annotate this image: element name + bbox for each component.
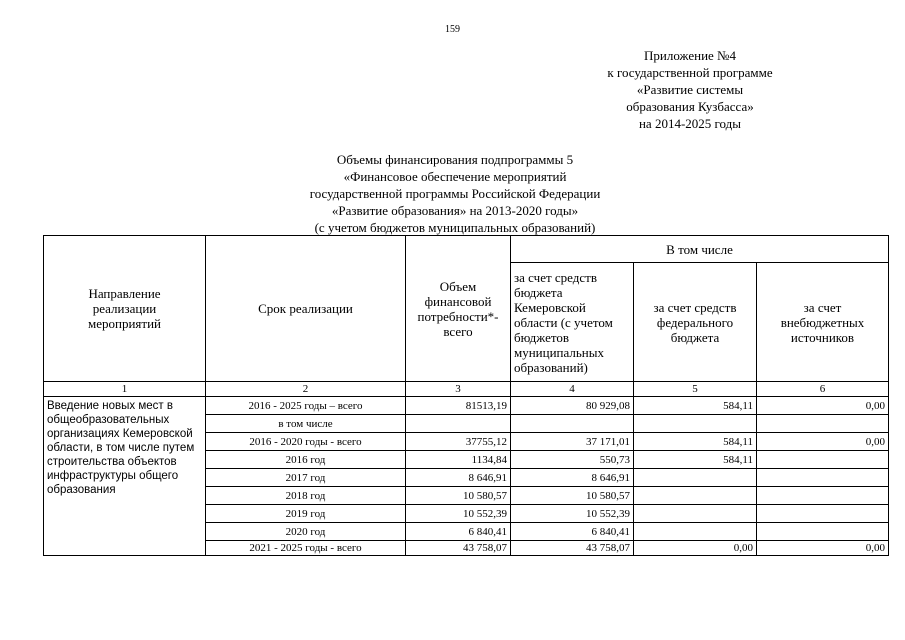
period-cell: 2016 - 2020 годы - всего (206, 433, 406, 451)
extra-cell (757, 487, 889, 505)
appendix-line: Приложение №4 (644, 48, 736, 63)
extra-cell (757, 523, 889, 541)
column-number: 3 (406, 382, 511, 397)
regional-cell (511, 415, 634, 433)
header-extra: за счет внебюджетных источников (757, 263, 889, 382)
title-line: «Развитие образования» на 2013-2020 годы» (331, 203, 579, 218)
total-cell: 6 840,41 (406, 523, 511, 541)
federal-cell (634, 505, 757, 523)
header-total: Объем финансовой потребности*-всего (406, 236, 511, 382)
title-line: «Финансовое обеспечение мероприятий (343, 169, 567, 184)
period-cell: 2016 - 2025 годы – всего (206, 397, 406, 415)
total-cell: 1134,84 (406, 451, 511, 469)
period-cell: 2018 год (206, 487, 406, 505)
federal-cell (634, 415, 757, 433)
financing-table (43, 235, 889, 556)
column-number: 6 (757, 382, 889, 397)
regional-cell: 37 171,01 (511, 433, 634, 451)
header-including: В том числе (511, 236, 889, 263)
column-number: 4 (511, 382, 634, 397)
column-number: 5 (634, 382, 757, 397)
column-number: 2 (206, 382, 406, 397)
federal-cell: 584,11 (634, 433, 757, 451)
period-cell: 2020 год (206, 523, 406, 541)
extra-cell: 0,00 (757, 541, 889, 556)
period-cell: в том числе (206, 415, 406, 433)
appendix-line: «Развитие системы (636, 82, 744, 97)
total-cell: 10 552,39 (406, 505, 511, 523)
title-line: государственной программы Российской Федерации (309, 186, 601, 201)
extra-cell (757, 451, 889, 469)
federal-cell (634, 487, 757, 505)
regional-cell: 80 929,08 (511, 397, 634, 415)
total-cell: 8 646,91 (406, 469, 511, 487)
regional-cell: 10 552,39 (511, 505, 634, 523)
page-number: 159 (445, 24, 460, 35)
header-federal: за счет средств федерального бюджета (634, 263, 757, 382)
extra-cell (757, 469, 889, 487)
federal-cell (634, 523, 757, 541)
title-line: (с учетом бюджетов муниципальных образований) (314, 220, 596, 235)
appendix-line: к государственной программе (607, 65, 773, 80)
total-cell: 43 758,07 (406, 541, 511, 556)
federal-cell: 584,11 (634, 397, 757, 415)
total-cell: 10 580,57 (406, 487, 511, 505)
column-number-row (44, 382, 889, 397)
regional-cell: 6 840,41 (511, 523, 634, 541)
period-cell: 2016 год (206, 451, 406, 469)
appendix-heading (575, 47, 805, 132)
regional-cell: 43 758,07 (511, 541, 634, 556)
appendix-line: на 2014-2025 годы (638, 116, 742, 131)
federal-cell: 0,00 (634, 541, 757, 556)
table-title (220, 151, 690, 236)
appendix-line: образования Кузбасса» (626, 99, 754, 114)
extra-cell (757, 415, 889, 433)
extra-cell: 0,00 (757, 397, 889, 415)
header-direction: Направление реализации мероприятий (44, 236, 206, 382)
period-cell: 2017 год (206, 469, 406, 487)
total-cell: 81513,19 (406, 397, 511, 415)
regional-cell: 550,73 (511, 451, 634, 469)
header-regional: за счет средств бюджета Кемеровской области (с учетом бюджетов муниципальных образований) (511, 263, 634, 382)
table-row (44, 397, 889, 415)
period-cell: 2019 год (206, 505, 406, 523)
regional-cell: 8 646,91 (511, 469, 634, 487)
regional-cell: 10 580,57 (511, 487, 634, 505)
total-cell (406, 415, 511, 433)
extra-cell: 0,00 (757, 433, 889, 451)
extra-cell (757, 505, 889, 523)
column-number: 1 (44, 382, 206, 397)
period-cell: 2021 - 2025 годы - всего (206, 541, 406, 556)
direction-cell: Введение новых мест в общеобразовательных организациях Кемеровской области, в том числе путем строительства объектов инфраструктуры общего образования (44, 397, 206, 556)
header-period: Срок реализации (206, 236, 406, 382)
total-cell: 37755,12 (406, 433, 511, 451)
title-line: Объемы финансирования подпрограммы 5 (336, 152, 574, 167)
federal-cell: 584,11 (634, 451, 757, 469)
federal-cell (634, 469, 757, 487)
